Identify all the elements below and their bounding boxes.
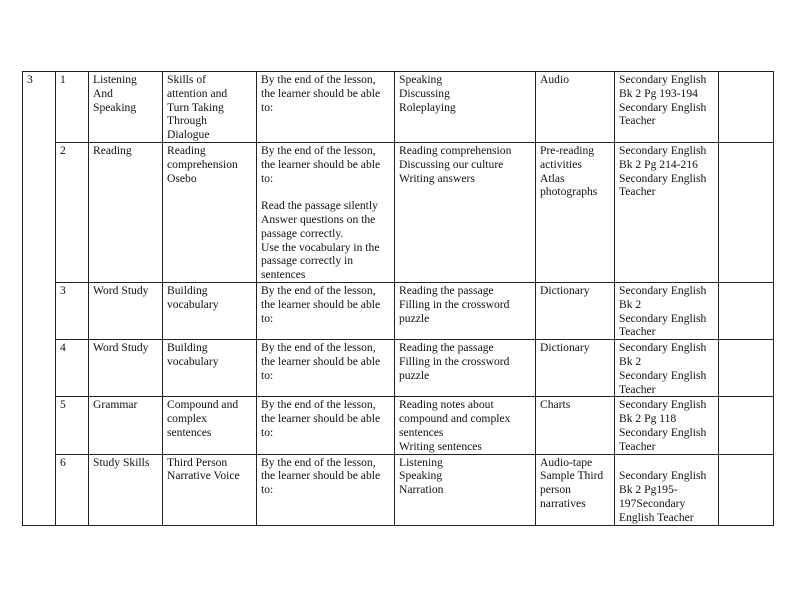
cell-line: Reading the passage [399, 341, 494, 355]
resources-cell [536, 143, 615, 283]
cell-line: Pre-reading [540, 144, 595, 157]
strand-cell [89, 454, 163, 525]
activities-cell [395, 454, 536, 525]
cell-line: narratives [540, 496, 586, 510]
remarks-cell [719, 72, 774, 143]
cell-line: Secondary English Teacher [619, 311, 707, 339]
cell-line: Secondary English Bk 2 Pg195-197Secondary English Teacher [619, 469, 707, 524]
lesson-cell: 6 [56, 454, 89, 525]
cell-line: Turn Taking [167, 100, 224, 114]
cell-line: Audio-tape [540, 455, 593, 469]
cell-line: By the end of the lesson, the learner should be able to: [261, 341, 381, 382]
cell-line: Filling in the crossword puzzle [399, 297, 510, 325]
cell-line: And [93, 86, 113, 100]
cell-line: Third Person [167, 455, 228, 469]
cell-line [261, 185, 390, 199]
outcomes-cell [257, 143, 395, 283]
cell-line: attention and [167, 86, 228, 100]
cell-line: Through [167, 114, 207, 128]
cell-line: Reading comprehension [399, 144, 512, 157]
cell-line: By the end of the lesson, the learner should be able to: [261, 283, 381, 325]
cell-line: photographs [540, 185, 598, 199]
sub-strand-cell [163, 282, 257, 339]
sub-strand-cell [163, 397, 257, 454]
resources-cell [536, 340, 615, 397]
cell-line: Writing sentences [399, 439, 482, 453]
references-cell [615, 282, 719, 339]
cell-line: Read the passage silently [261, 199, 378, 213]
cell-line: Listening [93, 73, 137, 86]
outcomes-cell [257, 340, 395, 397]
activities-cell [395, 143, 536, 283]
cell-line: complex [167, 412, 207, 426]
cell-line: By the end of the lesson, the learner should be able to: [261, 398, 381, 439]
cell-line: Speaking [93, 100, 137, 114]
cell-line: Use the vocabulary in the passage correctly in sentences [261, 240, 380, 282]
cell-line: Skills of [167, 73, 206, 86]
lesson-cell: 3 [56, 282, 89, 339]
cell-line: Secondary English Bk 2 [619, 283, 707, 311]
cell-line: comprehension [167, 157, 238, 171]
cell-line: vocabulary [167, 354, 219, 368]
remarks-cell [719, 397, 774, 454]
cell-line: Filling in the crossword puzzle [399, 354, 510, 382]
cell-line: Grammar [93, 398, 138, 412]
cell-line: Dictionary [540, 341, 590, 355]
remarks-cell [719, 340, 774, 397]
table-row [23, 282, 774, 339]
cell-line: Compound and [167, 398, 239, 412]
cell-line [619, 456, 714, 470]
resources-cell [536, 72, 615, 143]
cell-line: Audio [540, 73, 569, 86]
cell-line: Speaking [399, 469, 443, 483]
remarks-cell [719, 282, 774, 339]
cell-line: Secondary English Teacher [619, 100, 707, 128]
cell-line: Secondary English Teacher [619, 171, 707, 199]
cell-line: By the end of the lesson, the learner should be able to: [261, 73, 381, 114]
cell-line: Reading [93, 144, 132, 157]
cell-line: Secondary English Bk 2 Pg 214-216 [619, 144, 707, 171]
remarks-cell [719, 454, 774, 525]
lesson-cell: 4 [56, 340, 89, 397]
table-row [23, 454, 774, 525]
cell-line: Building [167, 341, 208, 355]
cell-line: Discussing our culture [399, 157, 504, 171]
references-cell [615, 397, 719, 454]
cell-line: vocabulary [167, 297, 219, 311]
cell-line: Sample Third [540, 469, 604, 483]
outcomes-cell [257, 397, 395, 454]
cell-line: Narration [399, 483, 444, 497]
activities-cell [395, 282, 536, 339]
cell-line: sentences [167, 425, 212, 439]
strand-cell [89, 72, 163, 143]
cell-line: Listening [399, 455, 443, 469]
sub-strand-cell [163, 340, 257, 397]
cell-line: activities [540, 157, 582, 171]
resources-cell [536, 397, 615, 454]
cell-line: Secondary English Teacher [619, 425, 707, 453]
lesson-cell: 2 [56, 143, 89, 283]
cell-line: Narrative Voice [167, 469, 240, 483]
cell-line: Reading notes about compound and complex sentences [399, 398, 511, 439]
table-row [23, 397, 774, 454]
remarks-cell [719, 143, 774, 283]
cell-line: Charts [540, 398, 571, 412]
outcomes-cell [257, 454, 395, 525]
cell-line: Word Study [93, 283, 149, 297]
resources-cell [536, 454, 615, 525]
cell-line: Speaking [399, 73, 443, 86]
cell-line: Reading the passage [399, 283, 494, 297]
table-row [23, 72, 774, 143]
lesson-cell: 1 [56, 72, 89, 143]
table-row [23, 340, 774, 397]
strand-cell [89, 282, 163, 339]
cell-line: Writing answers [399, 171, 475, 185]
cell-line: Study Skills [93, 455, 150, 469]
strand-cell [89, 397, 163, 454]
sub-strand-cell [163, 454, 257, 525]
activities-cell [395, 72, 536, 143]
cell-line: person [540, 483, 571, 497]
cell-line: Secondary English Bk 2 [619, 341, 707, 368]
cell-line: Answer questions on the passage correctly. [261, 212, 376, 240]
lesson-cell: 5 [56, 397, 89, 454]
scheme-of-work-table [22, 71, 774, 526]
week-cell: 3 [23, 72, 56, 526]
references-cell [615, 143, 719, 283]
cell-line: Osebo [167, 171, 197, 185]
sub-strand-cell [163, 143, 257, 283]
cell-line: Secondary English Bk 2 Pg 118 [619, 398, 707, 426]
sub-strand-cell [163, 72, 257, 143]
activities-cell [395, 340, 536, 397]
outcomes-cell [257, 282, 395, 339]
cell-line: Discussing [399, 86, 450, 100]
activities-cell [395, 397, 536, 454]
cell-line: Dictionary [540, 283, 590, 297]
strand-cell [89, 143, 163, 283]
strand-cell [89, 340, 163, 397]
cell-line: Atlas [540, 171, 565, 185]
cell-line: Reading [167, 144, 206, 157]
cell-line: Secondary English Teacher [619, 368, 707, 396]
cell-line: By the end of the lesson, the learner should be able to: [261, 144, 381, 185]
cell-line: Word Study [93, 341, 149, 355]
cell-line: Dialogue [167, 128, 210, 142]
cell-line: Secondary English Bk 2 Pg 193-194 [619, 73, 707, 100]
references-cell [615, 340, 719, 397]
references-cell [615, 72, 719, 143]
outcomes-cell [257, 72, 395, 143]
cell-line: Building [167, 283, 208, 297]
references-cell [615, 454, 719, 525]
table-row [23, 143, 774, 283]
cell-line: Roleplaying [399, 100, 456, 114]
cell-line: By the end of the lesson, the learner should be able to: [261, 455, 381, 497]
resources-cell [536, 282, 615, 339]
